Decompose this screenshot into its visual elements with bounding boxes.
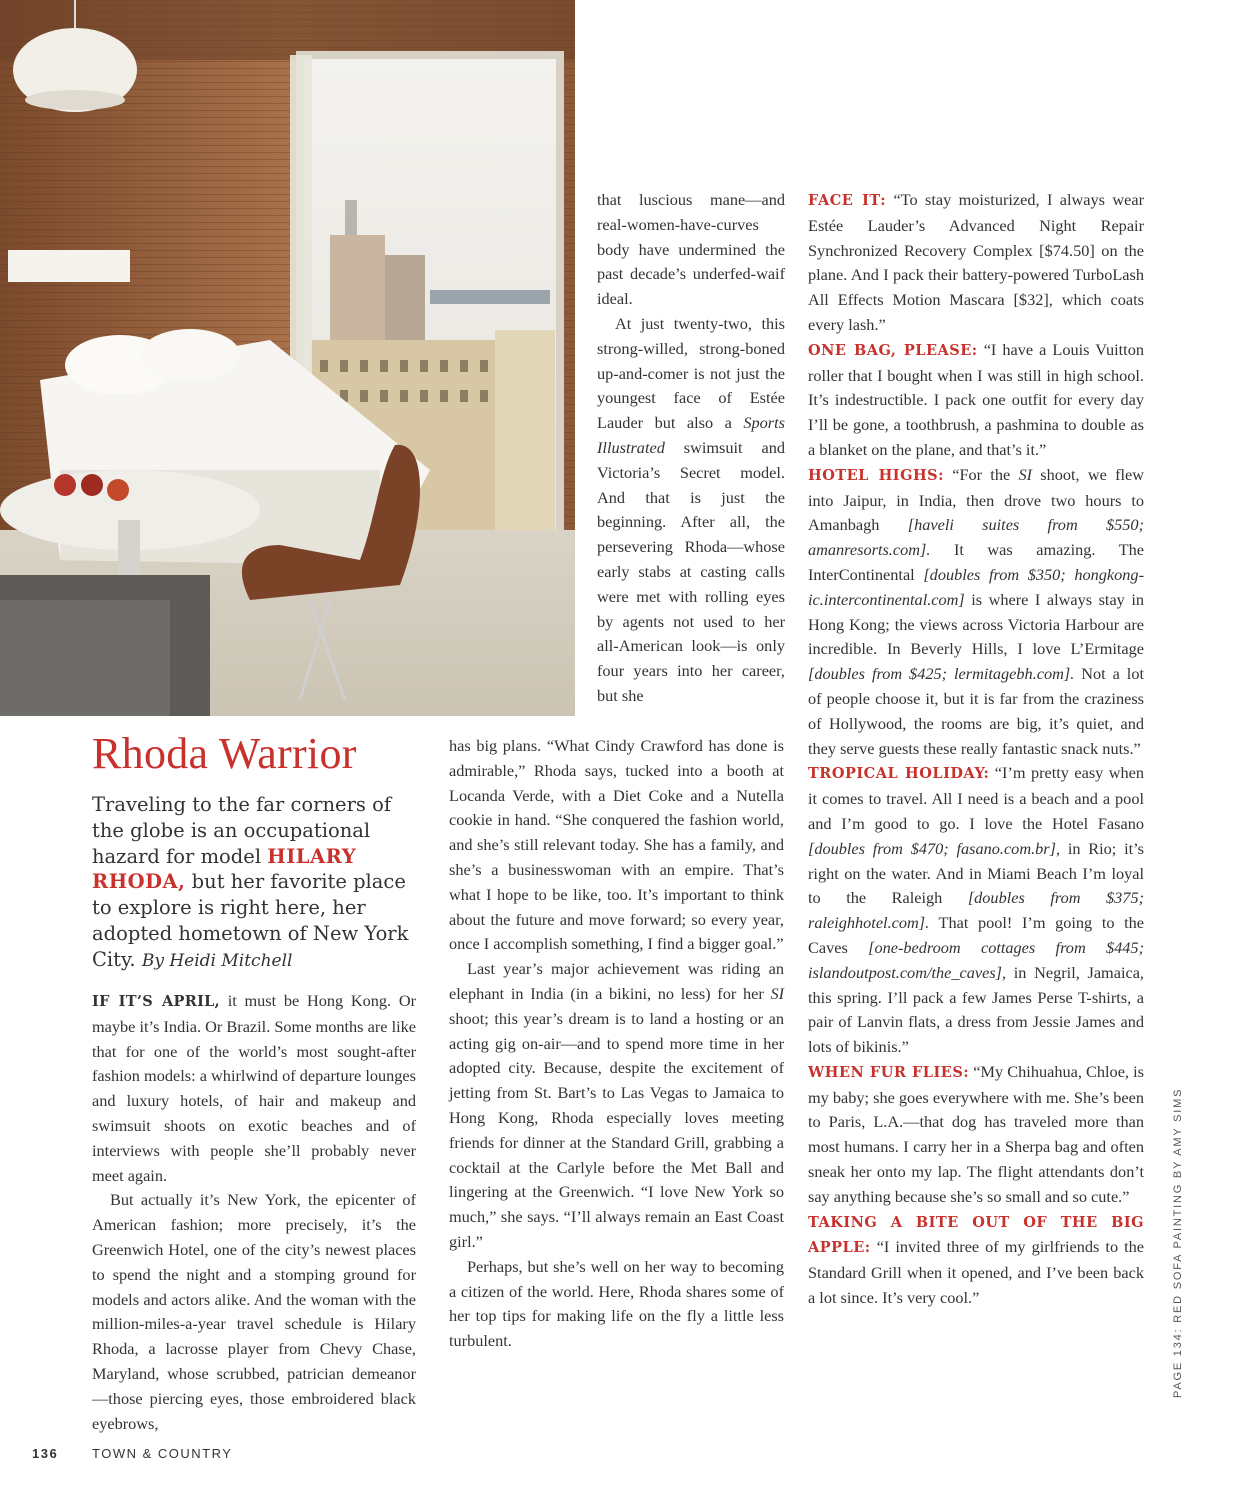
tip-italic: [doubles from $425; lermitagebh.com]. — [808, 664, 1075, 684]
photo-credit: PAGE 134: RED SOFA PAINTING BY AMY SIMS — [1172, 1087, 1184, 1398]
col2-paragraph-2 — [597, 312, 785, 709]
tip-italic: SI — [1018, 464, 1033, 484]
tip-heading: HOTEL HIGHS: — [808, 466, 944, 484]
tip-heading: ONE BAG, PLEASE: — [808, 341, 978, 359]
col2b-text-b: shoot; this year’s dream is to land a hosting or an acting gig on-air—and to spend more time in her adopted city. Because, despite the excitement of jetting from St. Bart’s to Las Vegas to Jamaica to Hong Kong, Rhoda especially loves meeting friends for dinner at the Standard Grill, grabbing a cocktail at the Carlyle before the Met Ball and lingering at the Greenwich. “I love New York so much,” she says. “I’ll always remain an East Coast girl.” — [449, 1008, 784, 1251]
tip-text: “I have a Louis Vuitton roller that I bought when I was still in high school. It’s indestructible. I pack one outfit for every day I’ll be gone, a toothbrush, a pashmina to double as a blanket on the plane, and that’s it.” — [808, 339, 1144, 459]
col2b-paragraph-1: has big plans. “What Cindy Crawford has done is admirable,” Rhoda says, tucked into a booth at Locanda Verde, with a Diet Coke and a Nutella cookie in hand. “She conquered the fashion world, and she’s still relevant today. She has a family, and she’s a businesswoman with an empire. That’s what I hope to be like, too. It’s important to think about the future and move forward; so every year, once I accomplish something, I find a bigger goal.” — [449, 736, 784, 954]
dek-text-2: but her favorite place to explore is right here, her adopted hometown of New York City. — [92, 870, 409, 971]
tip-text: “I invited three of my girlfriends to the Standard Grill when it opened, and I’ve been back a lot since. It’s very cool.” — [808, 1237, 1144, 1308]
col1-paragraph-1 — [92, 989, 416, 1188]
tip-text: in Rio; it’s right on the water. And in Miami Beach I’m loyal to the Raleigh — [808, 838, 1145, 908]
article-title: Rhoda Warrior — [92, 729, 357, 778]
tip-one-bag — [808, 338, 1144, 463]
tip-text: It was amazing. The InterContinental — [808, 540, 1144, 584]
dek-text: Traveling to the far corners of the globe is an occupational hazard for model — [92, 793, 392, 868]
tip-text: “For the — [943, 464, 1019, 484]
tip-when-fur-flies — [808, 1060, 1144, 1210]
tip-text: “To stay moisturized, I always wear Estée Lauder’s Advanced Night Repair Synchronized Recovery Complex [$74.50] on the plane. And I pack their battery-powered TurboLash All Effects Motion Mascara [$32], which coats every lash.” — [808, 190, 1144, 334]
tip-heading: WHEN FUR FLIES: — [808, 1063, 970, 1081]
column-3 — [808, 188, 1144, 1311]
article-dek — [92, 792, 422, 975]
col1-paragraph-2: But actually it’s New York, the epicenter of American fashion; more precisely, it’s the Greenwich Hotel, one of the city’s newest places to spend the night and a stomping ground for models and actors alike. And the woman with the million-miles-a-year travel schedule is Hilary Rhoda, a lacrosse player from Chevy Chase, Maryland, whose scrubbed, patrician demeanor—those piercing eyes, those embroidered black eyebrows, — [92, 1190, 416, 1433]
tip-hotel-highs — [808, 463, 1144, 762]
col2-paragraph-1: that luscious mane—and real-women-have-curves body have undermined the past decade’s underfed-waif ideal. — [597, 190, 785, 309]
col2-text-a: At just twenty-two, this strong-willed, strong-boned up-and-comer is not just the youngest face of Estée Lauder but also a — [597, 313, 785, 433]
lead-in: IF IT’S APRIL, — [92, 993, 220, 1010]
tip-heading: FACE IT: — [808, 192, 887, 209]
tip-tropical-holiday — [808, 761, 1144, 1060]
tip-italic: [doubles from $375; raleighhotel.com]. — [808, 888, 1145, 933]
col2b-text-a: Last year’s major achievement was riding an elephant in India (in a bikini, no less) for her — [449, 959, 784, 1003]
tip-italic: [haveli suites from $550; amanresorts.com]. — [808, 515, 1144, 560]
col2b-paragraph-3: Perhaps, but she’s well on her way to becoming a citizen of the world. Here, Rhoda shares some of her top tips for making life on the fly a little less turbulent. — [449, 1256, 784, 1351]
column-2-lower — [449, 734, 784, 1354]
tip-text: “My Chihuahua, Chloe, is my baby; she goes everywhere with me. She’s been to Paris, L.A.—that dog has traveled more than most humans. I carry her in a Sherpa bag and often sneak her onto my lap. The flight attendants don’t say anything because she’s so small and so cute.” — [808, 1061, 1144, 1206]
col2-text-b: swimsuit and Victoria’s Secret model. And that is just the beginning. After all, the persevering Rhoda—whose early stabs at casting calls were met with rolling eyes by agents not used to her all-American look—is only four years into her career, but she — [597, 437, 785, 705]
col2b-paragraph-2 — [449, 957, 784, 1255]
hotel-room-photo — [0, 0, 575, 716]
column-1 — [92, 989, 416, 1436]
tip-text: “I’m pretty easy when it comes to travel. All I need is a beach and a pool and I’m good to go. I love the Hotel Fasano — [808, 763, 1144, 833]
tip-text: shoot, we flew into Jaipur, in India, then drove two hours to Amanbagh — [808, 464, 1145, 535]
col1-text-1: it must be Hong Kong. Or maybe it’s India. Or Brazil. Some months are like that for one of the world’s most sought-after fashion models: a whirlwind of departure lounges and luxury hotels, of hair and makeup and swimsuit shoots on exotic beaches and of interviews with people she’ll probably never meet again. — [92, 991, 416, 1185]
col2b-italic: SI — [770, 983, 784, 1003]
tip-italic: [doubles from $350; hongkong-ic.intercontinental.com] — [808, 564, 1144, 609]
tip-italic: [doubles from $470; fasano.com.br], — [808, 838, 1061, 858]
byline: By Heidi Mitchell — [141, 950, 293, 971]
column-2-upper — [597, 188, 785, 709]
tip-text: That pool! I’m going to the Caves — [808, 913, 1144, 957]
tip-text: in Negril, Jamaica, this spring. I’ll pack a few James Perse T-shirts, a pair of Lanvin flats, a dress from Jessie James and lots of bikinis.” — [808, 962, 1144, 1057]
magazine-name: TOWN & COUNTRY — [92, 1446, 233, 1461]
page-number: 136 — [32, 1446, 59, 1461]
dek-name: HILARY RHODA, — [92, 844, 357, 894]
tip-text: Not a lot of people choose it, but it is far from the craziness of Hollywood, the rooms are big, it’s quiet, and they serve guests these really fantastic snack nuts.” — [808, 664, 1144, 758]
tip-big-apple — [808, 1210, 1144, 1311]
tip-italic: [one-bedroom cottages from $445; islandoutpost.com/the_caves], — [808, 937, 1144, 982]
tip-heading: TAKING A BITE OUT OF THE BIG APPLE: — [808, 1213, 1144, 1257]
tip-face-it — [808, 188, 1144, 338]
tip-heading: TROPICAL HOLIDAY: — [808, 765, 990, 783]
tip-text: is where I always stay in Hong Kong; the views across Victoria Harbour are incredible. In Beverly Hills, I love L’Ermitage — [808, 589, 1144, 659]
col2-italic: Sports Illustrated — [597, 413, 785, 457]
